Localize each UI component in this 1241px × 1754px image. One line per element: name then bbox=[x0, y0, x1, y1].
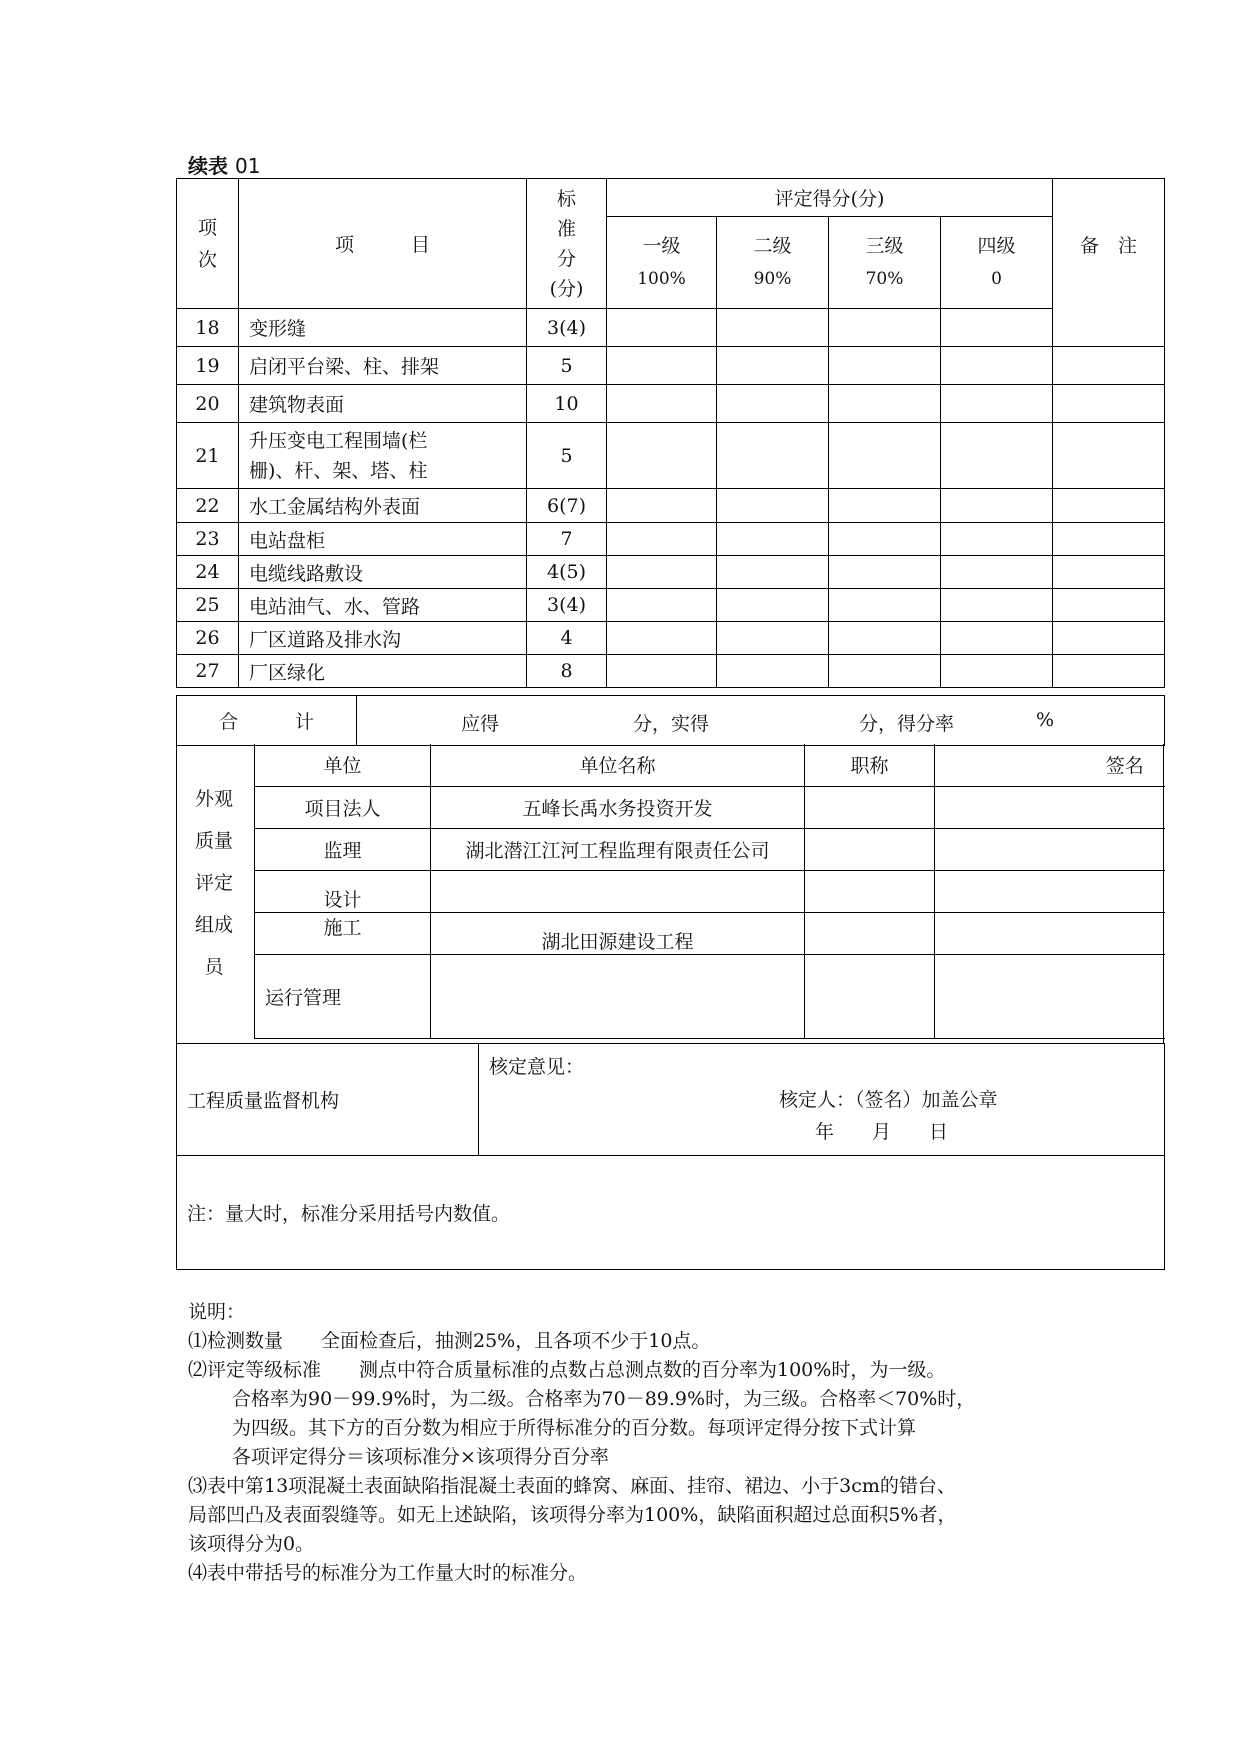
row-no: 26 bbox=[177, 622, 239, 655]
remark-cell bbox=[1053, 622, 1165, 655]
table-row bbox=[177, 655, 1165, 688]
row-item: 电缆线路敷设 bbox=[239, 556, 527, 589]
total-table bbox=[176, 695, 1165, 746]
grade-4-header bbox=[941, 217, 1053, 309]
row-no: 21 bbox=[177, 423, 239, 489]
grade-3-header bbox=[829, 217, 941, 309]
member-unit: 设计 bbox=[255, 870, 431, 912]
score-cell bbox=[941, 655, 1053, 688]
row-no: 23 bbox=[177, 523, 239, 556]
row-std: 7 bbox=[527, 523, 607, 556]
members-side-label bbox=[186, 778, 242, 988]
score-cell bbox=[829, 622, 941, 655]
total-label: 合 计 bbox=[177, 696, 357, 746]
score-cell bbox=[607, 489, 717, 523]
row-no: 25 bbox=[177, 589, 239, 622]
table-caption bbox=[188, 150, 260, 179]
member-sign bbox=[935, 954, 1165, 1038]
row-std: 3(4) bbox=[527, 589, 607, 622]
score-cell bbox=[829, 489, 941, 523]
row-no: 20 bbox=[177, 385, 239, 423]
score-cell bbox=[607, 523, 717, 556]
side-label-1: 外观 bbox=[194, 788, 233, 810]
row-item: 厂区绿化 bbox=[239, 655, 527, 688]
member-sign bbox=[935, 912, 1165, 954]
explain-line: ⑷表中带括号的标准分为工作量大时的标准分。 bbox=[188, 1562, 588, 1584]
score-cell bbox=[829, 385, 941, 423]
score-cell bbox=[607, 556, 717, 589]
row-item: 启闭平台梁、柱、排架 bbox=[239, 347, 527, 385]
row-item: 电站油气、水、管路 bbox=[239, 589, 527, 622]
row-std: 10 bbox=[527, 385, 607, 423]
score-cell bbox=[717, 556, 829, 589]
score-cell bbox=[829, 309, 941, 347]
caption-prefix: 续表 bbox=[188, 154, 228, 178]
members-col-sign: 签名 bbox=[935, 744, 1165, 786]
note-cell: 注：量大时，标准分采用括号内数值。 bbox=[177, 1156, 1165, 1270]
score-cell bbox=[829, 556, 941, 589]
score-cell bbox=[941, 589, 1053, 622]
explain-line: 合格率为90－99.9%时，为二级。合格率为70－89.9%时，为三级。合格率＜70%时， bbox=[232, 1388, 976, 1410]
side-label-5: 员 bbox=[204, 956, 224, 978]
member-row bbox=[255, 828, 1165, 870]
grade-1-header bbox=[607, 217, 717, 309]
supervision-table bbox=[176, 1043, 1165, 1270]
side-label-3: 评定 bbox=[194, 872, 233, 894]
row-item: 厂区道路及排水沟 bbox=[239, 622, 527, 655]
score-cell bbox=[607, 385, 717, 423]
score-cell bbox=[717, 589, 829, 622]
row-no: 19 bbox=[177, 347, 239, 385]
row-no: 18 bbox=[177, 309, 239, 347]
std-h4: (分) bbox=[549, 277, 584, 300]
side-label-2: 质量 bbox=[194, 830, 233, 852]
std-h2: 准 bbox=[556, 217, 576, 240]
score-cell bbox=[607, 347, 717, 385]
grade-3-name: 三级 bbox=[865, 235, 904, 257]
row-no: 22 bbox=[177, 489, 239, 523]
total-content bbox=[357, 696, 1165, 746]
remark-cell bbox=[1053, 423, 1165, 489]
supervision-checker: 核定人：（签名）加盖公章 bbox=[779, 1089, 998, 1111]
member-title bbox=[805, 828, 935, 870]
member-unit: 监理 bbox=[255, 828, 431, 870]
row-item: 水工金属结构外表面 bbox=[239, 489, 527, 523]
score-cell bbox=[717, 655, 829, 688]
remark-cell bbox=[1053, 385, 1165, 423]
member-row bbox=[255, 870, 1165, 912]
member-row bbox=[255, 786, 1165, 828]
member-title bbox=[805, 870, 935, 912]
members-col-unit: 单位 bbox=[255, 744, 431, 786]
member-name: 湖北潜江江河工程监理有限责任公司 bbox=[431, 828, 805, 870]
score-cell bbox=[607, 589, 717, 622]
explain-title: 说明： bbox=[188, 1301, 246, 1323]
explain-line: 为四级。其下方的百分数为相应于所得标准分的百分数。每项评定得分按下式计算 bbox=[232, 1417, 917, 1439]
table-row bbox=[177, 489, 1165, 523]
score-cell bbox=[941, 347, 1053, 385]
member-name: 湖北田源建设工程 bbox=[431, 912, 805, 954]
score-cell bbox=[717, 309, 829, 347]
member-title bbox=[805, 786, 935, 828]
score-cell bbox=[829, 523, 941, 556]
table-row bbox=[177, 309, 1165, 347]
col-remark-header: 备 注 bbox=[1053, 179, 1165, 347]
score-table bbox=[176, 178, 1165, 688]
score-cell bbox=[717, 489, 829, 523]
supervision-date: 年 月 日 bbox=[815, 1121, 949, 1143]
member-sign bbox=[935, 786, 1165, 828]
explanation bbox=[188, 1298, 975, 1588]
std-h3: 分 bbox=[556, 247, 576, 270]
table-row bbox=[177, 385, 1165, 423]
explain-line: 各项评定得分＝该项标准分×该项得分百分率 bbox=[232, 1446, 609, 1468]
total-should: 应得 bbox=[461, 713, 500, 735]
score-cell bbox=[941, 523, 1053, 556]
member-sign bbox=[935, 870, 1165, 912]
table-row bbox=[177, 423, 1165, 489]
explain-line: 该项得分为0。 bbox=[188, 1533, 315, 1555]
row-std: 3(4) bbox=[527, 309, 607, 347]
row-item: 变形缝 bbox=[239, 309, 527, 347]
score-cell bbox=[941, 423, 1053, 489]
score-cell bbox=[607, 423, 717, 489]
table-row bbox=[177, 347, 1165, 385]
grade-4-name: 四级 bbox=[977, 235, 1016, 257]
row-std: 4(5) bbox=[527, 556, 607, 589]
row-no: 24 bbox=[177, 556, 239, 589]
total-actual: 分，实得 bbox=[633, 713, 710, 735]
grade-1-name: 一级 bbox=[642, 235, 681, 257]
score-cell bbox=[717, 423, 829, 489]
remark-cell bbox=[1053, 556, 1165, 589]
member-title bbox=[805, 912, 935, 954]
col-index-label-1: 项 bbox=[197, 216, 217, 239]
row-no: 27 bbox=[177, 655, 239, 688]
score-cell bbox=[607, 309, 717, 347]
score-cell bbox=[829, 655, 941, 688]
supervision-opinion: 核定意见： bbox=[489, 1056, 585, 1078]
score-cell bbox=[829, 589, 941, 622]
score-cell bbox=[717, 347, 829, 385]
members-col-title: 职称 bbox=[805, 744, 935, 786]
supervision-content bbox=[479, 1044, 1165, 1156]
score-cell bbox=[941, 385, 1053, 423]
member-sign bbox=[935, 828, 1165, 870]
score-cell bbox=[717, 523, 829, 556]
supervision-label: 工程质量监督机构 bbox=[177, 1044, 479, 1156]
score-cell bbox=[607, 622, 717, 655]
table-row bbox=[177, 556, 1165, 589]
table-row bbox=[177, 523, 1165, 556]
remark-cell bbox=[1053, 347, 1165, 385]
col-index-header bbox=[177, 179, 239, 309]
table-row bbox=[177, 622, 1165, 655]
member-name: 五峰长禹水务投资开发 bbox=[431, 786, 805, 828]
col-index-label-2: 次 bbox=[197, 248, 217, 271]
score-cell bbox=[941, 309, 1053, 347]
score-cell bbox=[941, 489, 1053, 523]
total-rate: 分，得分率 bbox=[859, 713, 955, 735]
members-col-name: 单位名称 bbox=[431, 744, 805, 786]
member-row bbox=[255, 954, 1165, 1038]
grade-2-header bbox=[717, 217, 829, 309]
member-title bbox=[805, 954, 935, 1038]
score-cell bbox=[829, 423, 941, 489]
explain-line: ⑴检测数量 全面检查后，抽测25%，且各项不少于10点。 bbox=[188, 1330, 711, 1352]
total-pct: % bbox=[1036, 709, 1055, 731]
member-name bbox=[431, 954, 805, 1038]
col-item-header: 项 目 bbox=[239, 179, 527, 309]
grade-2-pct: 90% bbox=[753, 269, 792, 289]
row-std: 5 bbox=[527, 423, 607, 489]
row-item: 升压变电工程围墙(栏栅)、杆、架、塔、柱 bbox=[239, 423, 527, 489]
explain-line: ⑵评定等级标准 测点中符合质量标准的点数占总测点数的百分率为100%时，为一级。 bbox=[188, 1359, 946, 1381]
row-item: 电站盘柜 bbox=[239, 523, 527, 556]
table-row bbox=[177, 589, 1165, 622]
score-cell bbox=[717, 385, 829, 423]
remark-cell bbox=[1053, 655, 1165, 688]
member-unit: 项目法人 bbox=[255, 786, 431, 828]
remark-cell bbox=[1053, 589, 1165, 622]
score-cell bbox=[829, 347, 941, 385]
row-std: 5 bbox=[527, 347, 607, 385]
remark-cell bbox=[1053, 523, 1165, 556]
col-std-header bbox=[527, 179, 607, 309]
grade-4-pct: 0 bbox=[991, 269, 1002, 289]
grade-1-pct: 100% bbox=[637, 269, 686, 289]
member-row bbox=[255, 912, 1165, 954]
member-name bbox=[431, 870, 805, 912]
members-table bbox=[254, 744, 1165, 1039]
row-std: 4 bbox=[527, 622, 607, 655]
row-std: 8 bbox=[527, 655, 607, 688]
member-unit: 运行管理 bbox=[255, 954, 431, 1038]
member-unit: 施工 bbox=[255, 912, 431, 954]
score-cell bbox=[607, 655, 717, 688]
score-cell bbox=[717, 622, 829, 655]
explain-line: ⑶表中第13项混凝土表面缺陷指混凝土表面的蜂窝、麻面、挂帘、裙边、小于3cm的错台、 bbox=[188, 1475, 956, 1497]
grade-2-name: 二级 bbox=[753, 235, 792, 257]
caption-number: 01 bbox=[234, 154, 261, 178]
side-label-4: 组成 bbox=[194, 914, 233, 936]
remark-cell bbox=[1053, 489, 1165, 523]
score-cell bbox=[941, 556, 1053, 589]
explain-line: 局部凹凸及表面裂缝等。如无上述缺陷，该项得分率为100%，缺陷面积超过总面积5%者， bbox=[188, 1504, 957, 1526]
grade-3-pct: 70% bbox=[865, 269, 904, 289]
row-std: 6(7) bbox=[527, 489, 607, 523]
std-h1: 标 bbox=[556, 187, 576, 210]
row-item: 建筑物表面 bbox=[239, 385, 527, 423]
col-score-header: 评定得分(分) bbox=[607, 179, 1053, 217]
score-cell bbox=[941, 622, 1053, 655]
